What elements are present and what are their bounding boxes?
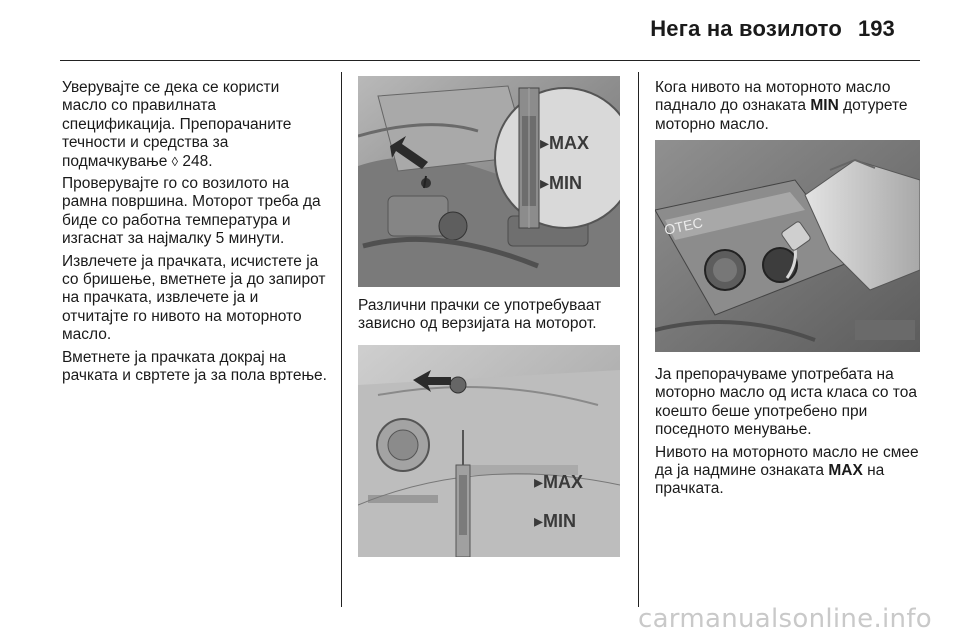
paragraph-recommend-oil: Ја препорачуваме употребата на моторно масло од иста класа со тоа коешто беше употребено при поседното менување. [655,366,917,439]
min-mark-text: MIN [810,97,839,115]
arrow-reference-icon: ◊ [171,153,179,169]
paragraph-pull-dipstick: Извлечете ја прачката, исчистете ја со бришење, вметнете ја до запирот на прачката, извлечете ја и отчитајте го нивото на моторното масло. [62,252,326,344]
watermark: carmanualsonline.info [637,604,932,634]
header-rule [60,60,920,61]
max-mark-label-2: ▸MAX [534,472,584,492]
header-title: Нега на возилото [650,16,842,41]
dipstick-engine-figure-1 [358,76,620,287]
column-divider-left [341,72,342,607]
dipstick-engine-figure-2 [358,345,620,557]
min-mark-label-1: ▸MIN [540,173,583,193]
engine-cover-text: OTEC [662,214,705,238]
min-mark-label-2: ▸MIN [534,511,577,531]
paragraph-insert-dipstick: Вметнете ја прачката докрај на рачката и свртете ја за пола вртење. [62,348,327,385]
paragraph-check-level: Проверувајте го со возилото на рамна површина. Моторот треба да биде со работна температура и изгаснат за најмалку 5 минути. [62,175,321,248]
paragraph-top-up: Кога нивото на моторното масло паднало до ознаката MIN дотурете моторно масло. [655,79,908,133]
oil-filler-figure [655,140,920,352]
page-number: 193 [858,16,895,41]
figure-caption: Различни прачки се употребуваат зависно од верзијата на моторот. [358,297,602,333]
max-mark-label-1: ▸MAX [540,133,590,153]
column-divider-right [638,72,639,607]
page-reference[interactable]: 248. [182,152,213,170]
column-3 [655,79,925,138]
paragraph-max-level: Нивото на моторното масло не смее да ја надмине ознаката MAX на прачката. [655,443,919,498]
column-1 [62,79,328,390]
max-mark-text: MAX [828,462,863,480]
paragraph-oil-spec: Уверувајте се дека се користи масло со правилната спецификација. Препорачаните течности и средства за подмачкување ◊ 248. [62,79,292,170]
column-3-lower [655,366,925,503]
